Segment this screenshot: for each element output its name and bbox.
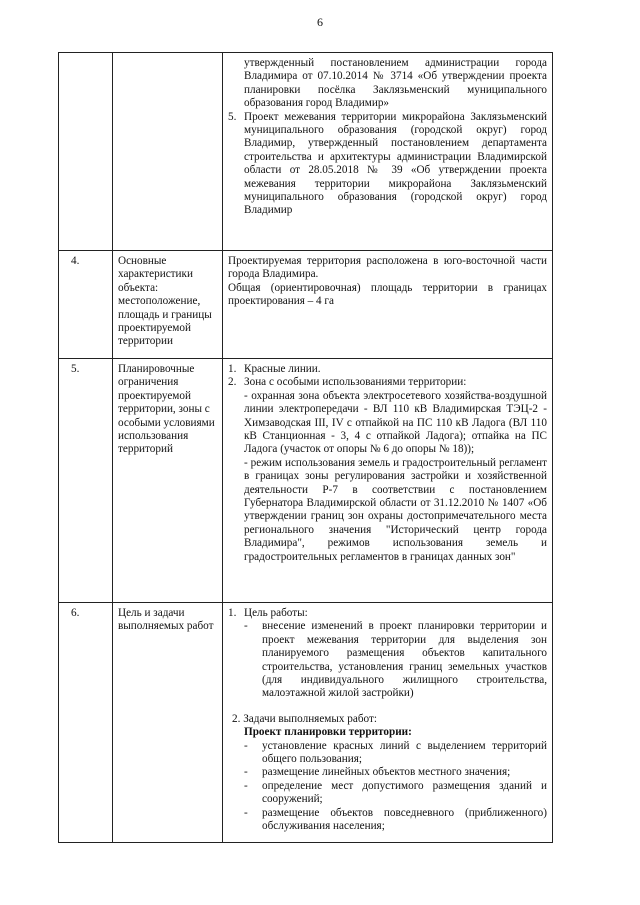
list-item-text: Проект межевания территории микрорайона Заклязьменский муниципального образования (городской округ) город Владимир, утвержденный постановлением департамента строительства и архитектуры администрации Владимирской области от 28.05.2018 № 39 «Об утверждении проекта межевания территории микрорайона Заклязьменский муниципального образования (городской округ) город Владимир (244, 110, 547, 217)
list-item (228, 111, 547, 218)
row-number: 6. (59, 603, 113, 843)
list-item-text: Цель работы: (244, 607, 308, 619)
page-number: 6 (317, 15, 323, 29)
sub-item: - охранная зона объекта электросетевого хозяйства-воздушной линии электропередачи - ВЛ 110 кВ Владимирская ТЭЦ-2 - Химзаводская III, IV с отпайкой на ПС 110 кВ Ладога (ВЛ 110 кВ Станционная - 3, 4 с отпайкой Ладога); отпайка на ПС Ладога (участок от опоры № 6 до опоры № 18)); (244, 389, 547, 456)
list-item-number: 1. (228, 607, 237, 619)
document-reference: утвержденный постановлением администрации города Владимира от 07.10.2014 № 3714 «Об утверждении проекта планировки посёлка Заклязьменский муниципального образования город Владимир» (244, 57, 547, 110)
task-item (228, 780, 547, 807)
sub-item: - режим использования земель и градостроительный регламент в границах зоны регулирования застройки и хозяйственной деятельности Р-7 в соответствии с постановлением Губернатора Владимирской области от 31.12.2010 № 1407 «Об утверждении границ зон охраны достопримечательного места регионального значения "Исторический центр города Владимира", режимов использования земель и градостроительных регламентов в границах данных зон" (244, 456, 547, 563)
dash-marker: - (244, 806, 248, 819)
plan-section-title: Проект планировки территории: (244, 726, 412, 739)
specification-table (58, 52, 553, 843)
dash-marker: - (244, 739, 248, 752)
task-text: размещение линейных объектов местного значения; (262, 766, 511, 779)
row-content-cell (223, 359, 553, 603)
row-number: 4. (59, 251, 113, 359)
row-number: 5. (59, 359, 113, 603)
restrictions-list (228, 363, 547, 390)
list-item (228, 363, 547, 376)
dash-marker: - (244, 779, 248, 792)
paragraph: Общая (ориентировочная) площадь территории в границах проектирования – 4 га (228, 281, 547, 308)
table-row (59, 603, 553, 843)
row-label: Основные характеристики объекта: местоположение, площадь и границы проектируемой территории (113, 251, 223, 359)
task-item (228, 766, 547, 779)
list-item (228, 607, 547, 620)
task-item (228, 807, 547, 834)
list-item-number: 1. (228, 363, 237, 375)
table-row (59, 359, 553, 603)
table-row (59, 251, 553, 359)
list-item-text: Зона с особыми использованиями территории: (244, 376, 467, 389)
task-text: определение мест допустимого размещения зданий и сооружений; (262, 779, 547, 806)
paragraph: Проектируемая территория расположена в юго-восточной части города Владимира. (228, 255, 547, 281)
goal-list (228, 607, 547, 620)
goal-text-line (228, 620, 547, 700)
table-row (59, 53, 553, 251)
row-content-cell (223, 603, 553, 843)
reference-list (228, 111, 547, 218)
dash-marker: - (244, 766, 248, 779)
row-label: Цель и задачи выполняемых работ (113, 603, 223, 843)
list-item-number: 2. (228, 376, 237, 389)
task-text: установление красных линий с выделением территорий общего пользования; (262, 739, 547, 766)
row-label-cell (113, 53, 223, 251)
dash-marker: - (244, 620, 248, 633)
task-item (228, 740, 547, 767)
list-item-text: Красные линии. (244, 363, 321, 375)
list-item-number: 5. (228, 110, 237, 123)
tasks-title: 2. Задачи выполняемых работ: (232, 712, 377, 725)
list-item (228, 376, 547, 389)
task-text: размещение объектов повседневного (приближенного) обслуживания населения; (262, 806, 547, 833)
row-label: Планировочные ограничения проектируемой территории, зоны с особыми условиями использования территорий (113, 359, 223, 603)
row-content-cell (223, 53, 553, 251)
row-number-cell (59, 53, 113, 251)
row-content-cell (223, 251, 553, 359)
goal-text: внесение изменений в проект планировки территории и проект межевания территории для выделения зон планируемого размещения объектов капитального строительства, установления границ земельных участков (для индивидуального жилищного строительства, малоэтажной жилой застройки) (262, 620, 547, 700)
